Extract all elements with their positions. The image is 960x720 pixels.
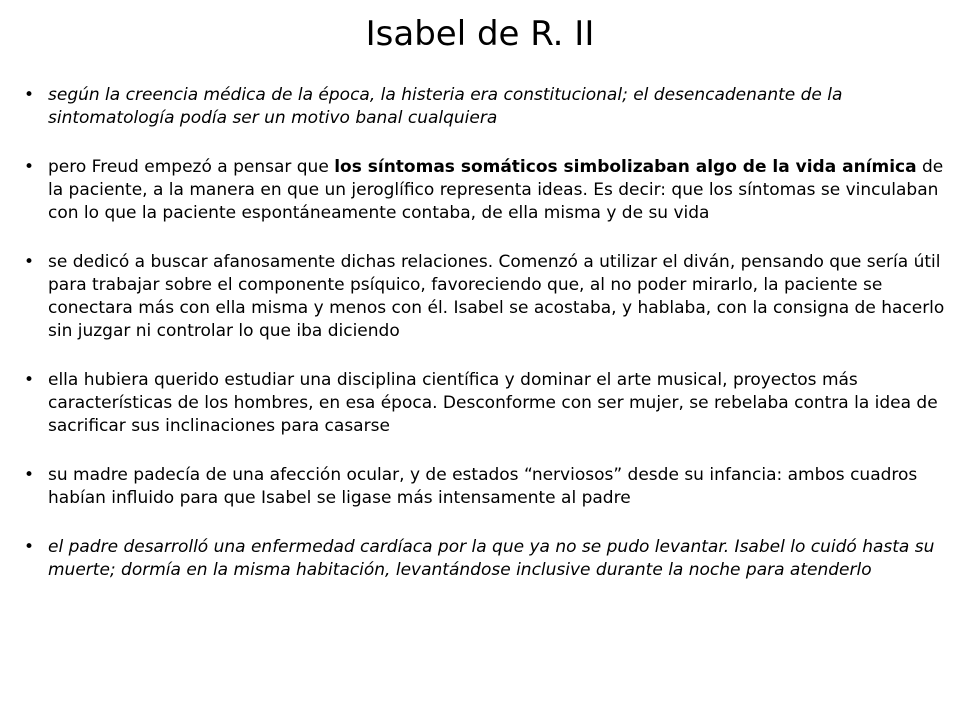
slide-title: Isabel de R. II bbox=[365, 14, 595, 54]
bullet-marker: • bbox=[24, 537, 35, 557]
bullet-item bbox=[0, 536, 960, 582]
bullet-text: el padre desarrolló una enfermedad cardíaca por la que ya no se pudo levantar. Isabel lo cuidó hasta su muerte; dormía en la misma habitación, levantándose inclusive durante la noche para atenderlo bbox=[48, 537, 935, 580]
bullet-text: de la paciente, a la manera en que un jeroglífico representa ideas. Es decir: que los síntomas se vinculaban con lo que la paciente espontáneamente contaba, de ella misma y de su vida bbox=[48, 157, 944, 223]
bullet-item bbox=[0, 84, 960, 130]
bullet-text: ella hubiera querido estudiar una disciplina científica y dominar el arte musical, proyectos más características de los hombres, en esa época. Desconforme con ser mujer, se rebelaba contra la idea de sacrificar sus inclinaciones para casarse bbox=[48, 370, 938, 436]
bullet-marker: • bbox=[24, 465, 35, 485]
bullet-item bbox=[0, 156, 960, 225]
bullet-emphasis-text: los síntomas somáticos simbolizaban algo de la vida anímica bbox=[334, 157, 917, 177]
bullet-text: según la creencia médica de la época, la histeria era constitucional; el desencadenante de la sintomatología podía ser un motivo banal cualquiera bbox=[48, 85, 843, 128]
bullet-marker: • bbox=[24, 85, 35, 105]
bullet-list bbox=[0, 84, 960, 608]
bullet-item bbox=[0, 251, 960, 343]
bullet-item bbox=[0, 464, 960, 510]
bullet-text: pero Freud empezó a pensar que bbox=[48, 157, 335, 177]
bullet-marker: • bbox=[24, 157, 35, 177]
bullet-text: se dedicó a buscar afanosamente dichas relaciones. Comenzó a utilizar el diván, pensando que sería útil para trabajar sobre el componente psíquico, favoreciendo que, al no poder mirarlo, la paciente se conectara más con ella misma y menos con él. Isabel se acostaba, y hablaba, con la consigna de hacerlo sin juzgar ni controlar lo que iba diciendo bbox=[48, 252, 945, 341]
bullet-item bbox=[0, 369, 960, 438]
bullet-text: su madre padecía de una afección ocular, y de estados “nerviosos” desde su infancia: ambos cuadros habían influido para que Isabel se ligase más intensamente al padre bbox=[48, 465, 918, 508]
bullet-marker: • bbox=[24, 370, 35, 390]
bullet-marker: • bbox=[24, 252, 35, 272]
